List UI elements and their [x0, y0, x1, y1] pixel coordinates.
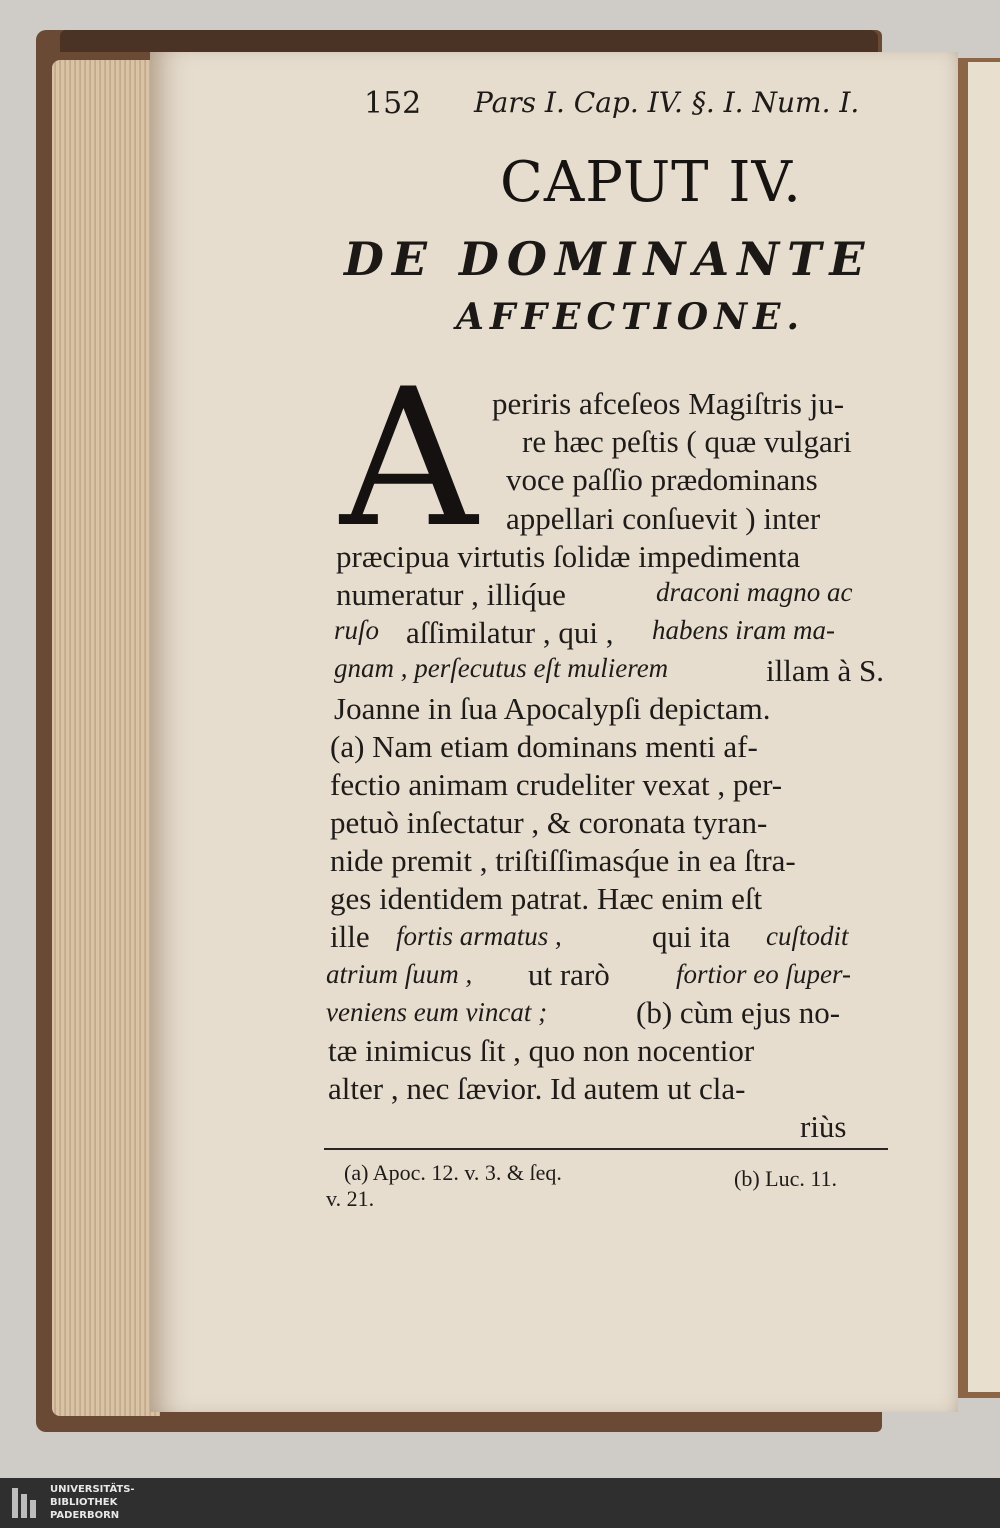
text-line: ille — [330, 919, 370, 954]
text-line: aſſimilatur , qui , — [406, 615, 614, 650]
book-cover-top — [60, 30, 878, 52]
footnote-b: (b) Luc. 11. — [734, 1166, 838, 1191]
text-line: petuò inſectatur , & coronata tyran- — [330, 805, 768, 840]
text-line-italic: atrium ſuum , — [326, 959, 473, 989]
footnote-rule — [324, 1148, 888, 1150]
library-footer-bar — [0, 1478, 1000, 1528]
library-logo-text — [50, 1483, 135, 1522]
page-edges — [52, 60, 160, 1416]
text-line: ges identidem patrat. Hæc enim eſt — [330, 881, 763, 916]
logo-line-1: UNIVERSITÄTS- — [50, 1484, 135, 1495]
logo-line-2: BIBLIOTHEK — [50, 1497, 118, 1508]
text-line: ut rarò — [528, 957, 610, 992]
chapter-title: CAPUT IV. — [500, 150, 802, 215]
text-line: nide premit , triſtiſſimasq́ue in ea ſtra- — [330, 843, 796, 878]
text-line: tæ inimicus ſit , quo non nocentior — [328, 1033, 755, 1068]
chapter-subtitle-line2: AFFECTIONE. — [456, 296, 806, 338]
text-line-italic: veniens eum vincat ; — [326, 997, 548, 1027]
text-line-italic: gnam , perſecutus eſt mulierem — [334, 653, 669, 683]
text-line: re hæc peſtis ( quæ vulgari — [522, 424, 852, 459]
page-header — [364, 86, 884, 126]
text-line: periris afceſeos Magiſtris ju- — [492, 386, 845, 421]
text-line-italic: cuſtodit — [766, 921, 849, 951]
text-line-italic: ruſo — [334, 615, 380, 645]
text-line-italic: fortis armatus , — [396, 921, 562, 951]
text-line-italic: habens iram ma- — [652, 615, 835, 645]
text-line: voce paſſio prædominans — [506, 462, 818, 497]
text-line: riùs — [800, 1109, 847, 1144]
text-line: qui ita — [652, 919, 731, 954]
drop-cap: A — [340, 348, 478, 569]
text-line: appellari conſuevit ) inter — [506, 501, 821, 536]
text-line: numeratur , illiq́ue — [336, 577, 566, 612]
footnote-a: (a) Apoc. 12. v. 3. & ſeq. — [344, 1160, 562, 1185]
logo-line-3: PADERBORN — [50, 1510, 120, 1521]
text-line-italic: fortior eo ſuper- — [676, 959, 851, 989]
library-logo-icon — [10, 1486, 40, 1520]
chapter-subtitle-line1: DE DOMINANTE — [344, 232, 873, 286]
text-line: illam à S. — [766, 653, 884, 688]
text-line: (a) Nam etiam dominans menti af- — [330, 729, 758, 764]
text-line: fectio animam crudeliter vexat , per- — [330, 767, 783, 802]
facing-page-sliver — [968, 62, 1000, 1392]
text-line: (b) cùm ejus no- — [636, 995, 841, 1030]
footnote-b-continuation: v. 21. — [326, 1186, 375, 1211]
text-line: præcipua virtutis ſolidæ impedimenta — [336, 539, 801, 574]
page-number: 152 — [364, 86, 422, 121]
text-line: Joanne in ſua Apocalypſi depictam. — [334, 691, 771, 726]
text-line-italic: draconi magno ac — [656, 577, 853, 607]
text-line: alter , nec ſævior. Id autem ut cla- — [328, 1071, 746, 1106]
running-title: Pars I. Cap. IV. §. I. Num. I. — [474, 86, 860, 119]
